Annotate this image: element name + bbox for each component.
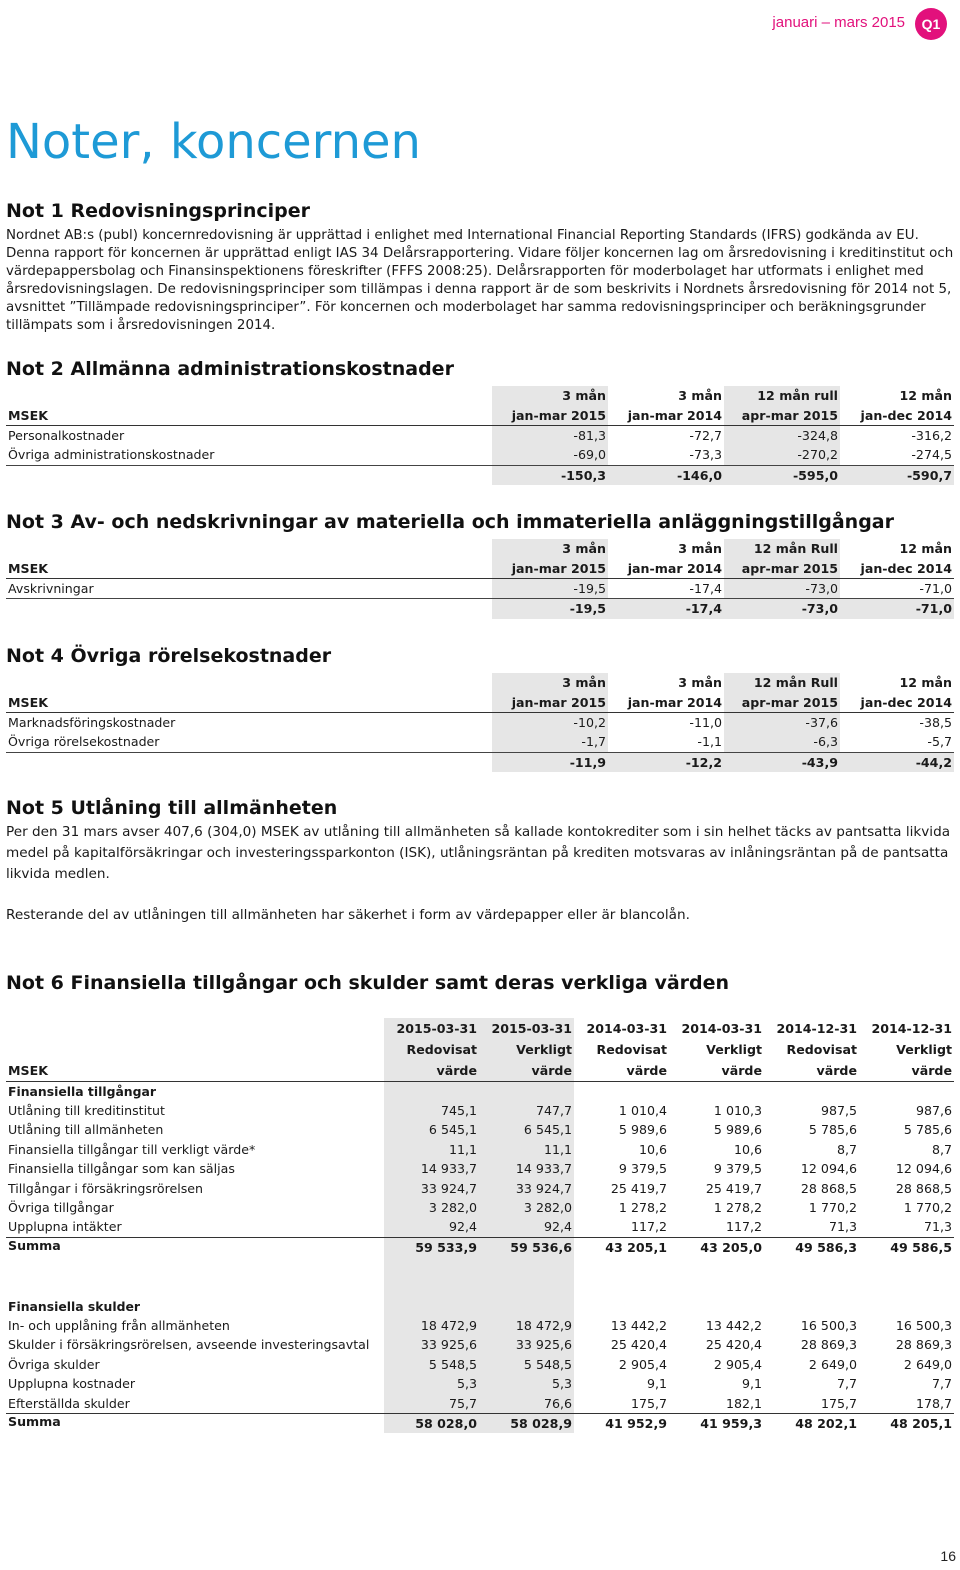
- col-header: 3 mån: [492, 673, 608, 692]
- table-row: [6, 425, 954, 445]
- note-1: [6, 200, 954, 335]
- cell: -38,5: [919, 714, 952, 730]
- col-header: 12 mån: [899, 388, 952, 404]
- total-cell: -71,0: [840, 599, 954, 619]
- note-4: [6, 645, 954, 772]
- col-header: 2014-12-31: [871, 1021, 952, 1036]
- cell: 182,1: [725, 1395, 762, 1411]
- row-label: Övriga skulder: [8, 1356, 100, 1372]
- cell: 2 649,0: [903, 1356, 952, 1372]
- page-number: 16: [940, 1548, 956, 1564]
- col-header: jan-mar 2015: [492, 405, 608, 425]
- table-row: [6, 1101, 954, 1120]
- row-label: Övriga tillgångar: [8, 1200, 114, 1216]
- cell: 1 770,2: [903, 1200, 952, 1216]
- total-cell: 59 536,6: [479, 1237, 574, 1257]
- cell: 8,7: [931, 1141, 952, 1157]
- cell: 16 500,3: [895, 1317, 952, 1333]
- note-2-table: [6, 386, 954, 485]
- cell: 5 785,6: [903, 1122, 952, 1138]
- cell: 9,1: [646, 1376, 667, 1392]
- total-row: [6, 599, 954, 619]
- table-row: [6, 1120, 954, 1139]
- cell: 18 472,9: [384, 1316, 479, 1335]
- row-label: Personalkostnader: [8, 427, 125, 443]
- note-6: [6, 972, 954, 1433]
- col-header: värde: [574, 1060, 669, 1081]
- cell: 76,6: [479, 1393, 574, 1413]
- table-row: [6, 1335, 954, 1354]
- cell: -11,0: [689, 714, 722, 730]
- table-row: [6, 578, 954, 598]
- col-header: Verkligt: [479, 1039, 574, 1060]
- cell: -69,0: [492, 445, 608, 465]
- table-row: [6, 1178, 954, 1197]
- row-label: Övriga rörelsekostnader: [6, 732, 492, 752]
- cell: 747,7: [479, 1101, 574, 1120]
- note-6-title: Not 6 Finansiella tillgångar och skulder samt deras verkliga värden: [6, 972, 730, 994]
- cell: -17,4: [608, 578, 724, 598]
- note-5-text-1: Per den 31 mars avser 407,6 (304,0) MSEK av utlåning till allmänheten så kallade kontokrediter som i sin helhet täcks av pantsatta likvida medel på kapitalförsäkringar och investeringssparkonton (ISK), utlåningsräntan på krediten motsvaras av inlåningsräntan på de pantsatta likvida medlen.: [6, 824, 951, 882]
- unit-label: MSEK: [6, 692, 492, 712]
- cell: 13 442,2: [705, 1317, 762, 1333]
- cell: 1 278,2: [713, 1200, 762, 1216]
- cell: 5,3: [384, 1374, 479, 1393]
- cell: 16 500,3: [800, 1317, 857, 1333]
- cell: 12 094,6: [895, 1161, 952, 1177]
- row-label: Finansiella tillgångar till verkligt värde*: [8, 1141, 256, 1157]
- col-header: 3 mån: [492, 539, 608, 558]
- page-title: Noter, koncernen: [6, 114, 421, 170]
- col-header: Redovisat: [384, 1039, 479, 1060]
- note-1-text: Nordnet AB:s (publ) koncernredovisning är upprättad i enlighet med International Financial Reporting Standards (IFRS) godkända av EU. Denna rapport för koncernen är upprättad enligt IAS 34 Delårsrapportering. Vidare följer koncernen lag om årsredovisning i kreditinstitut och värdepappersbolag och Finansinspektionens föreskrifter (FFFS 2008:25). Delårsrapporten för moderbolaget har utformats i enlighet med årsredovisningslagen. De redovisningsprinciper som tillämpas i denna rapport är de som beskrivits i Nordnets årsredovisning för 2014 not 5, avsnittet ”Tillämpade redovisningsprinciper”. För koncernen och moderbolaget har samma redovisningsprinciper och beräkningsgrunder tillämpats som i årsredovisningen 2014.: [6, 228, 954, 333]
- cell: -73,3: [608, 445, 724, 465]
- cell: 25 419,7: [705, 1180, 762, 1196]
- note-6-table: [6, 1018, 954, 1433]
- cell: 6 545,1: [479, 1120, 574, 1139]
- total-cell: -12,2: [608, 752, 724, 772]
- col-header: jan-dec 2014: [840, 405, 954, 425]
- cell: 33 925,6: [479, 1335, 574, 1354]
- col-header: apr-mar 2015: [724, 692, 840, 712]
- cell: -1,7: [492, 732, 608, 752]
- cell: 5,3: [479, 1374, 574, 1393]
- cell: -71,0: [840, 578, 954, 598]
- row-label: Finansiella tillgångar som kan säljas: [8, 1161, 235, 1177]
- cell: 18 472,9: [479, 1316, 574, 1335]
- cell: -72,7: [689, 427, 722, 443]
- cell: 745,1: [384, 1101, 479, 1120]
- cell: 28 868,5: [895, 1180, 952, 1196]
- total-cell: 48 202,1: [795, 1415, 857, 1431]
- unit-label: MSEK: [6, 1060, 384, 1081]
- assets-rows: [6, 1101, 954, 1237]
- note-4-table: [6, 673, 954, 772]
- total-cell: 48 205,1: [890, 1415, 952, 1431]
- cell: -316,2: [911, 427, 952, 443]
- cell: 175,7: [820, 1395, 857, 1411]
- cell: 12 094,6: [800, 1161, 857, 1177]
- cell: 987,6: [915, 1103, 952, 1119]
- cell: -324,8: [724, 425, 840, 445]
- group-heading: Finansiella skulder: [8, 1298, 140, 1314]
- note-3-title: Not 3 Av- och nedskrivningar av materiella och immateriella anläggningstillgångar: [6, 511, 894, 533]
- cell: -270,2: [724, 445, 840, 465]
- col-header: 2014-03-31: [586, 1021, 667, 1036]
- row-label: Övriga administrationskostnader: [6, 445, 492, 465]
- col-header: jan-mar 2014: [608, 405, 724, 425]
- cell: 28 868,5: [800, 1180, 857, 1196]
- row-label: Utlåning till allmänheten: [8, 1122, 164, 1138]
- col-header: 3 mån: [678, 675, 722, 691]
- cell: -5,7: [840, 732, 954, 752]
- group-heading-row: [6, 1081, 954, 1101]
- col-header: 2014-12-31: [776, 1021, 857, 1036]
- cell: 5 989,6: [713, 1122, 762, 1138]
- cell: 6 545,1: [384, 1120, 479, 1139]
- row-label: Upplupna kostnader: [8, 1376, 136, 1392]
- note-2: [6, 358, 954, 485]
- total-cell: 41 952,9: [605, 1415, 667, 1431]
- col-header: Verkligt: [896, 1042, 952, 1057]
- cell: 3 282,0: [479, 1198, 574, 1217]
- note-4-title: Not 4 Övriga rörelsekostnader: [6, 645, 332, 667]
- total-row: [6, 1413, 954, 1433]
- cell: 11,1: [384, 1140, 479, 1159]
- row-label: Marknadsföringskostnader: [8, 714, 176, 730]
- col-header: värde: [479, 1060, 574, 1081]
- cell: -73,0: [724, 578, 840, 598]
- cell: 1 010,3: [713, 1103, 762, 1119]
- cell: 10,6: [638, 1141, 667, 1157]
- total-cell: 58 028,0: [384, 1413, 479, 1433]
- cell: 175,7: [630, 1395, 667, 1411]
- col-header: 12 mån rull: [724, 386, 840, 405]
- unit-label: MSEK: [6, 405, 492, 425]
- table-row: [6, 1316, 954, 1335]
- total-cell: 49 586,3: [795, 1239, 857, 1255]
- cell: -274,5: [840, 445, 954, 465]
- cell: 2 905,4: [618, 1356, 667, 1372]
- cell: 117,2: [630, 1219, 667, 1235]
- row-label: Upplupna intäkter: [8, 1219, 122, 1235]
- row-label: Avskrivningar: [6, 578, 492, 598]
- cell: 71,3: [828, 1219, 857, 1235]
- row-label: Skulder i försäkringsrörelsen, avseende investeringsavtal: [8, 1337, 370, 1353]
- cell: 5 548,5: [479, 1355, 574, 1374]
- cell: 14 933,7: [479, 1159, 574, 1178]
- col-header: apr-mar 2015: [724, 558, 840, 578]
- cell: -81,3: [492, 425, 608, 445]
- col-header: 2015-03-31: [384, 1018, 479, 1039]
- col-header: värde: [384, 1060, 479, 1081]
- table-row: [6, 1355, 954, 1374]
- total-cell: -17,4: [608, 599, 724, 619]
- cell: 178,7: [915, 1395, 952, 1411]
- cell: 10,6: [733, 1141, 762, 1157]
- col-header: jan-dec 2014: [840, 558, 954, 578]
- table-row: [6, 732, 954, 752]
- col-header: jan-mar 2014: [608, 558, 724, 578]
- liability-rows: [6, 1316, 954, 1413]
- cell: 33 924,7: [479, 1178, 574, 1197]
- cell: 1 010,4: [618, 1103, 667, 1119]
- total-cell: -150,3: [492, 465, 608, 485]
- cell: -1,1: [608, 732, 724, 752]
- cell: -6,3: [724, 732, 840, 752]
- col-header: jan-mar 2014: [608, 692, 724, 712]
- note-5-title: Not 5 Utlåning till allmänheten: [6, 797, 338, 819]
- col-header: 2014-03-31: [681, 1021, 762, 1036]
- row-label: In- och upplåning från allmänheten: [8, 1317, 230, 1333]
- total-row: [6, 1237, 954, 1257]
- cell: 75,7: [384, 1393, 479, 1413]
- cell: 13 442,2: [610, 1317, 667, 1333]
- total-cell: -590,7: [840, 465, 954, 485]
- cell: 2 649,0: [808, 1356, 857, 1372]
- table-row: [6, 712, 954, 732]
- cell: 9 379,5: [618, 1161, 667, 1177]
- col-header: 3 mån: [492, 386, 608, 405]
- cell: -19,5: [492, 578, 608, 598]
- total-cell: 41 959,3: [700, 1415, 762, 1431]
- note-2-title: Not 2 Allmänna administrationskostnader: [6, 358, 454, 380]
- note-3-table: [6, 539, 954, 619]
- col-header: Redovisat: [786, 1042, 857, 1057]
- col-header: jan-mar 2015: [492, 558, 608, 578]
- cell: 987,5: [820, 1103, 857, 1119]
- note-5-text-2: Resterande del av utlåningen till allmänheten har säkerhet i form av värdepapper eller är blancolån.: [6, 907, 690, 923]
- col-header: 12 mån Rull: [724, 673, 840, 692]
- total-cell: -73,0: [724, 599, 840, 619]
- total-cell: -43,9: [724, 752, 840, 772]
- total-cell: 43 205,1: [605, 1239, 667, 1255]
- col-header: 12 mån: [899, 541, 952, 557]
- total-cell: -44,2: [840, 752, 954, 772]
- col-header: jan-dec 2014: [840, 692, 954, 712]
- quarter-badge: Q1: [915, 8, 947, 40]
- row-label: Efterställda skulder: [8, 1395, 130, 1411]
- table-row: [6, 1198, 954, 1217]
- total-cell: 58 028,9: [479, 1413, 574, 1433]
- total-cell: -595,0: [724, 465, 840, 485]
- table-row: [6, 1140, 954, 1159]
- col-header: 3 mån: [678, 541, 722, 557]
- cell: 33 924,7: [384, 1178, 479, 1197]
- cell: 33 925,6: [384, 1335, 479, 1354]
- table-row: [6, 1159, 954, 1178]
- cell: 9 379,5: [713, 1161, 762, 1177]
- col-header: 2015-03-31: [479, 1018, 574, 1039]
- col-header: apr-mar 2015: [724, 405, 840, 425]
- cell: 25 419,7: [610, 1180, 667, 1196]
- total-cell: -146,0: [608, 465, 724, 485]
- cell: 92,4: [479, 1217, 574, 1237]
- cell: 8,7: [836, 1141, 857, 1157]
- total-cell: -11,9: [492, 752, 608, 772]
- note-3: [6, 511, 954, 619]
- table-row: [6, 1393, 954, 1413]
- cell: 2 905,4: [713, 1356, 762, 1372]
- table-row: [6, 445, 954, 465]
- group-heading-row: [6, 1296, 954, 1315]
- table-row: [6, 1374, 954, 1393]
- col-header: värde: [669, 1060, 764, 1081]
- cell: -10,2: [492, 712, 608, 732]
- row-label: Tillgångar i försäkringsrörelsen: [8, 1180, 204, 1196]
- report-period: januari – mars 2015: [772, 14, 905, 31]
- cell: 5 785,6: [808, 1122, 857, 1138]
- note-1-title: Not 1 Redovisningsprinciper: [6, 200, 310, 222]
- cell: 7,7: [931, 1376, 952, 1392]
- cell: 3 282,0: [384, 1198, 479, 1217]
- sum-label: Summa: [8, 1413, 61, 1429]
- cell: 117,2: [725, 1219, 762, 1235]
- total-cell: 49 586,5: [890, 1239, 952, 1255]
- cell: 25 420,4: [705, 1337, 762, 1353]
- col-header: värde: [764, 1060, 859, 1081]
- total-cell: 43 205,0: [700, 1239, 762, 1255]
- unit-label: MSEK: [6, 558, 492, 578]
- cell: 1 278,2: [618, 1200, 667, 1216]
- cell: 9,1: [741, 1376, 762, 1392]
- cell: 25 420,4: [610, 1337, 667, 1353]
- cell: 71,3: [923, 1219, 952, 1235]
- cell: 1 770,2: [808, 1200, 857, 1216]
- cell: 14 933,7: [384, 1159, 479, 1178]
- cell: 28 869,3: [800, 1337, 857, 1353]
- total-row: [6, 752, 954, 772]
- cell: 28 869,3: [895, 1337, 952, 1353]
- cell: 5 989,6: [618, 1122, 667, 1138]
- total-cell: 59 533,9: [384, 1237, 479, 1257]
- col-header: 12 mån Rull: [724, 539, 840, 558]
- cell: -37,6: [724, 712, 840, 732]
- table-row: [6, 1217, 954, 1237]
- col-header: 3 mån: [678, 388, 722, 404]
- sum-label: Summa: [8, 1237, 61, 1253]
- col-header: 12 mån: [899, 675, 952, 691]
- cell: 92,4: [384, 1217, 479, 1237]
- col-header: jan-mar 2015: [492, 692, 608, 712]
- cell: 11,1: [479, 1140, 574, 1159]
- cell: 7,7: [836, 1376, 857, 1392]
- row-label: Utlåning till kreditinstitut: [8, 1103, 165, 1119]
- col-header: värde: [859, 1060, 954, 1081]
- total-cell: -19,5: [492, 599, 608, 619]
- col-header: Verkligt: [706, 1042, 762, 1057]
- total-row: [6, 465, 954, 485]
- col-header: Redovisat: [596, 1042, 667, 1057]
- note-5: [6, 797, 954, 926]
- cell: 5 548,5: [384, 1355, 479, 1374]
- group-heading: Finansiella tillgångar: [8, 1083, 156, 1099]
